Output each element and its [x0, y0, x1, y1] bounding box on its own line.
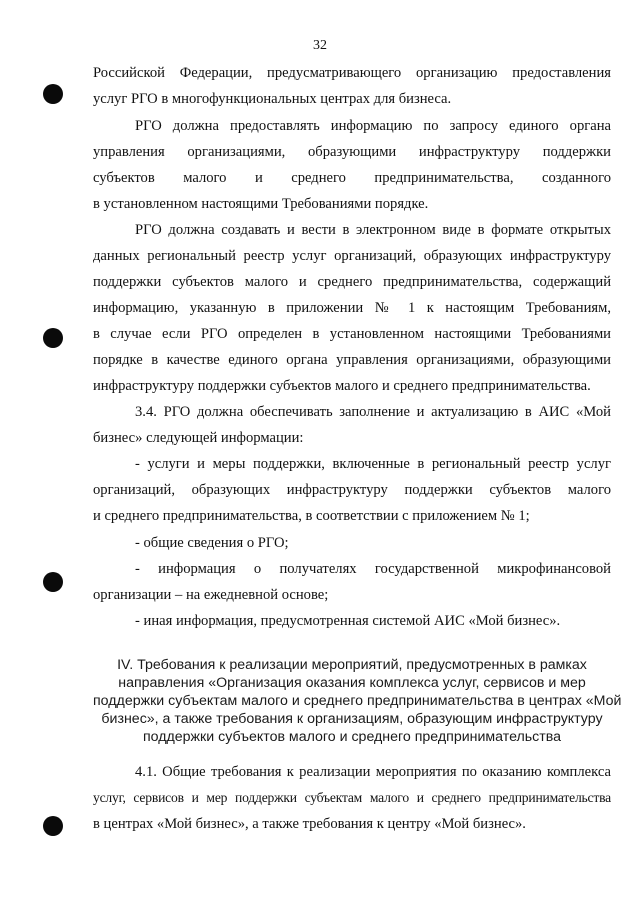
text-line: данных региональный реестр услуг организаций, образующих инфраструктуру	[93, 248, 611, 264]
text-line: в случае если РГО определен в установленном настоящими Требованиями	[93, 326, 611, 342]
text-line: в установленном настоящими Требованиями порядке.	[93, 196, 429, 212]
punch-hole	[43, 816, 63, 836]
text-line: - услуги и меры поддержки, включенные в региональный реестр услуг	[135, 456, 611, 472]
text-line: - иная информация, предусмотренная системой АИС «Мой бизнес».	[135, 613, 561, 629]
text-line: поддержки субъектов малого и среднего предпринимательства, содержащий	[93, 274, 611, 290]
text-line: услуг, сервисов и мер поддержки субъектам малого и среднего предпринимательства	[93, 790, 611, 805]
section-heading-line: поддержки субъектов малого и среднего предпринимательства	[142, 729, 562, 745]
text-line: - общие сведения о РГО;	[135, 535, 289, 551]
text-line: и среднего предпринимательства, в соответствии с приложением № 1;	[93, 508, 530, 524]
text-line: порядке в качестве единого органа управления организациями, образующими	[93, 352, 611, 368]
section-heading-line: IV. Требования к реализации мероприятий, предусмотренных в рамках	[117, 657, 587, 673]
text-line: субъектов малого и среднего предпринимательства, созданного	[93, 170, 611, 186]
text-line: информацию, указанную в приложении № 1 к настоящим Требованиям,	[93, 300, 611, 316]
text-line: РГО должна создавать и вести в электронном виде в формате открытых	[135, 222, 611, 238]
text-line: 3.4. РГО должна обеспечивать заполнение и актуализацию в АИС «Мой	[135, 404, 611, 420]
text-line: бизнес» следующей информации:	[93, 430, 304, 446]
text-line: инфраструктуру поддержки субъектов малого и среднего предпринимательства.	[93, 378, 591, 394]
section-heading-line: направления «Организация оказания комплекса услуг, сервисов и мер	[118, 675, 586, 691]
punch-hole	[43, 328, 63, 348]
text-line: услуг РГО в многофункциональных центрах для бизнеса.	[93, 91, 452, 107]
text-line: организации – на ежедневной основе;	[93, 587, 329, 603]
text-line: 4.1. Общие требования к реализации мероприятия по оказанию комплекса	[135, 764, 611, 780]
text-line: Российской Федерации, предусматривающего организацию предоставления	[93, 65, 611, 81]
section-heading-line: бизнес», а также требования к организациям, образующим инфраструктуру	[101, 711, 603, 727]
text-line: организаций, образующих инфраструктуру поддержки субъектов малого	[93, 482, 611, 498]
punch-hole	[43, 84, 63, 104]
punch-hole	[43, 572, 63, 592]
text-line: РГО должна предоставлять информацию по запросу единого органа	[135, 118, 611, 134]
section-heading-line: поддержки субъектам малого и среднего предпринимательства в центрах «Мой	[93, 693, 622, 709]
page-number: 32	[313, 38, 327, 53]
text-line: - информация о получателях государственной микрофинансовой	[135, 561, 611, 577]
text-line: в центрах «Мой бизнес», а также требования к центру «Мой бизнес».	[93, 816, 526, 832]
text-line: управления организациями, образующими инфраструктуру поддержки	[93, 144, 611, 160]
